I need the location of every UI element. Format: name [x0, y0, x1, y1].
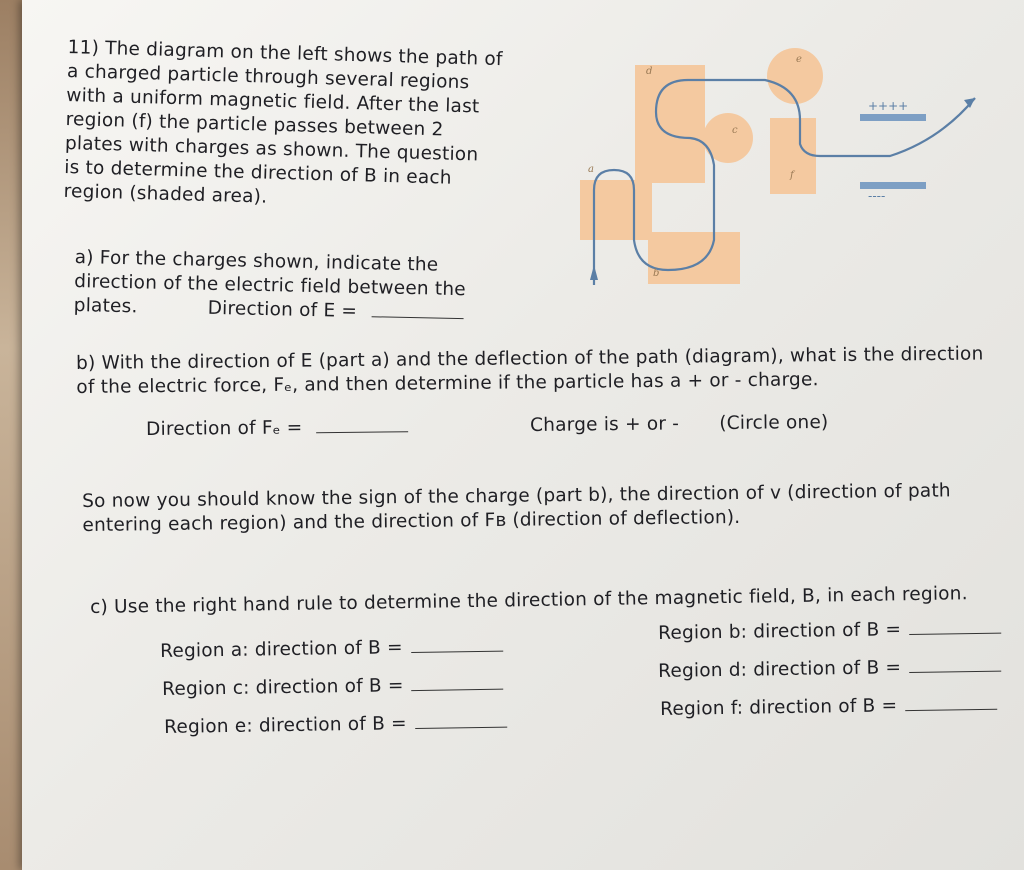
- question-title: 11) The diagram on the left shows the path of: [67, 36, 503, 71]
- e-direction-label: Direction of E =: [207, 297, 358, 322]
- region-label-d: d: [646, 66, 653, 77]
- region-label-f: f: [790, 170, 794, 181]
- top-plate-charge-label: ++++: [868, 99, 909, 113]
- intro-line: a charged particle through several regions: [66, 60, 470, 94]
- region-a-answer-blank[interactable]: [411, 637, 503, 653]
- region-label-a: a: [588, 164, 594, 175]
- exit-arrowhead-icon: [964, 98, 975, 108]
- intro-line: with a uniform magnetic field. After the last: [66, 84, 480, 118]
- particle-path-diagram: [560, 40, 1000, 300]
- region-d-answer-blank[interactable]: [909, 657, 1001, 673]
- part-b: [76, 342, 984, 399]
- region-f-label: Region f: direction of B =: [660, 695, 898, 720]
- region-label-c: c: [732, 125, 738, 136]
- charge-row: [530, 411, 829, 438]
- part-b-line: of the electric force, Fₑ, and then determine if the particle has a + or - charge.: [76, 369, 819, 398]
- summary-line: entering each region) and the direction of Fʙ (direction of deflection).: [82, 506, 741, 536]
- region-b: [648, 232, 740, 284]
- bottom-plate: [860, 182, 926, 189]
- region-c-answer-blank[interactable]: [411, 675, 503, 691]
- region-b-answer-blank[interactable]: [909, 619, 1001, 635]
- region-b-label: Region b: direction of B =: [658, 619, 902, 644]
- bottom-plate-charge-label: ----: [868, 189, 886, 203]
- part-c-prompt-text: c) Use the right hand rule to determine the direction of the magnetic field, B, in each region.: [90, 583, 968, 618]
- part-a: [73, 246, 466, 326]
- circle-one-note: (Circle one): [719, 411, 829, 435]
- intro-line: plates with charges as shown. The question: [64, 132, 479, 166]
- part-a-line: direction of the electric field between the: [74, 270, 467, 301]
- region-a-label: Region a: direction of B =: [160, 637, 403, 662]
- region-e-label: Region e: direction of B =: [164, 713, 407, 738]
- fe-direction-answer-blank[interactable]: [316, 417, 408, 433]
- region-label-b: b: [653, 268, 660, 279]
- part-a-line: a) For the charges shown, indicate the: [74, 246, 439, 276]
- entry-arrow-icon: [590, 265, 598, 280]
- intro-line: region (shaded area).: [63, 180, 268, 208]
- part-b-line: b) With the direction of E (part a) and the deflection of the path (diagram), what is the direction: [76, 343, 984, 374]
- intro-line: is to determine the direction of B in each: [64, 156, 453, 189]
- region-c-label: Region c: direction of B =: [162, 675, 404, 700]
- region-a: [580, 180, 652, 240]
- part-a-last-line: plates.: [73, 294, 138, 318]
- region-e: [767, 48, 823, 104]
- region-f-answer-blank[interactable]: [905, 695, 997, 711]
- region-f: [770, 118, 816, 194]
- region-d-label: Region d: direction of B =: [658, 657, 902, 682]
- top-plate: [860, 114, 926, 121]
- e-direction-answer-blank[interactable]: [371, 302, 463, 319]
- region-label-e: e: [796, 54, 802, 65]
- fe-row: [146, 415, 409, 442]
- summary-line: So now you should know the sign of the charge (part b), the direction of v (direction of path: [82, 480, 951, 512]
- intro-line: region (f) the particle passes between 2: [65, 108, 444, 141]
- diagram-svg: [560, 40, 1000, 300]
- region-e-answer-blank[interactable]: [415, 713, 507, 729]
- charge-label[interactable]: Charge is + or -: [530, 413, 680, 436]
- fe-direction-label: Direction of Fₑ =: [146, 417, 303, 440]
- question-intro: [63, 36, 503, 216]
